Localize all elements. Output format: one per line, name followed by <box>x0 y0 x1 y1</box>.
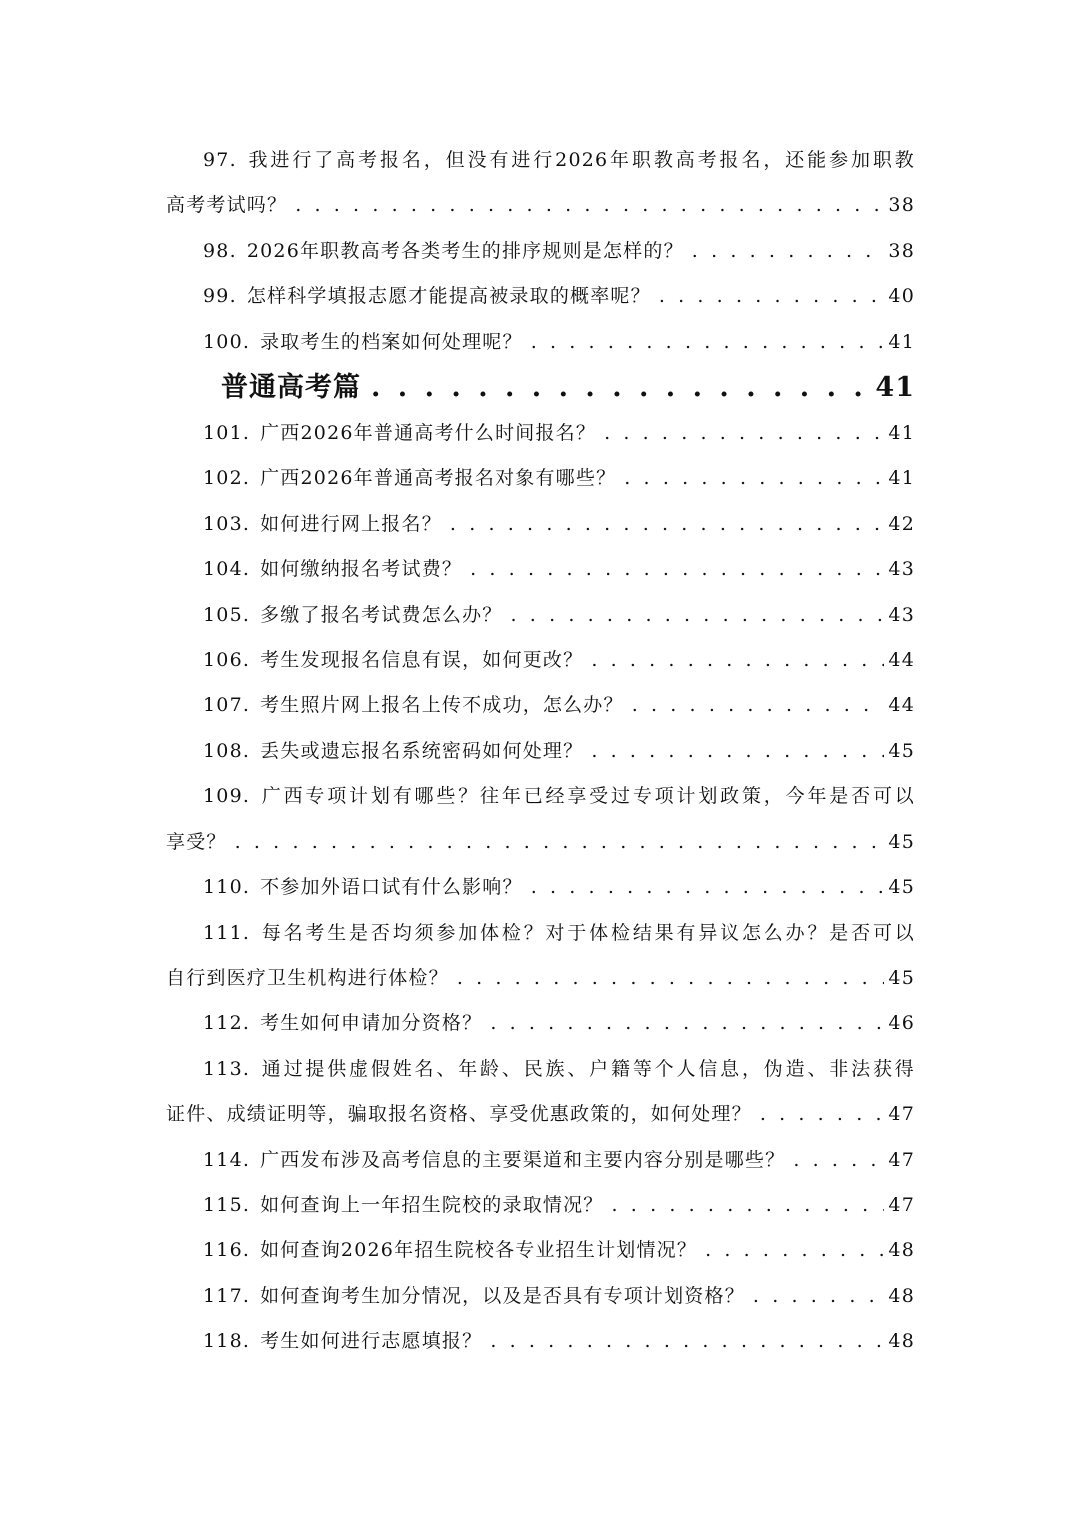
toc-entry[interactable] <box>166 547 915 592</box>
dot-leader <box>604 411 884 456</box>
toc-entry-title: 丢失或遗忘报名系统密码如何处理？ <box>260 739 584 762</box>
toc-entry-page: 40 <box>888 285 915 308</box>
dot-leader <box>632 683 885 728</box>
toc-entry-number: 114. <box>203 1148 251 1171</box>
dot-leader <box>705 1228 884 1273</box>
toc-entry[interactable] <box>166 774 915 865</box>
dot-leader <box>760 1092 885 1137</box>
dot-leader <box>295 183 884 228</box>
toc-entry-title-line1: 我进行了高考报名，但没有进行2026年职教高考报名，还能参加职教 <box>246 149 915 171</box>
toc-entry[interactable] <box>166 274 915 319</box>
toc-entry-number: 106. <box>203 649 251 672</box>
toc-entry-number: 117. <box>203 1284 251 1307</box>
toc-entry-first-line <box>166 1047 915 1092</box>
toc-entry[interactable] <box>166 1274 915 1319</box>
table-of-contents <box>166 138 915 1365</box>
toc-entry-number: 99. <box>203 285 237 308</box>
toc-entry-number: 109. <box>203 785 251 808</box>
toc-entry-page: 47 <box>888 1193 915 1216</box>
toc-entry-title: 考生如何进行志愿填报？ <box>260 1330 483 1353</box>
toc-entry-page: 41 <box>888 422 915 445</box>
section-title: 普通高考篇 <box>221 372 361 404</box>
toc-entry-title-line1: 通过提供虚假姓名、年龄、民族、户籍等个人信息，伪造、非法获得 <box>260 1057 915 1080</box>
toc-entry-page: 44 <box>888 694 915 717</box>
toc-entry-first-line <box>166 911 915 956</box>
toc-entry[interactable] <box>166 865 915 910</box>
dot-leader <box>624 456 884 501</box>
toc-entry-title: 不参加外语口试有什么影响？ <box>260 876 523 899</box>
toc-entry-title: 如何查询上一年招生院校的录取情况？ <box>260 1193 604 1216</box>
toc-entry-title: 如何缴纳报名考试费？ <box>260 558 463 581</box>
dot-leader <box>753 1274 885 1319</box>
toc-entry-page: 41 <box>888 330 915 353</box>
toc-entry-number: 97. <box>203 149 237 171</box>
dot-leader <box>692 229 885 274</box>
dot-leader <box>235 820 885 865</box>
toc-entry[interactable] <box>166 1047 915 1138</box>
toc-entry-number: 115. <box>203 1193 251 1216</box>
toc-entry-title: 如何查询考生加分情况，以及是否具有专项计划资格？ <box>260 1284 745 1307</box>
toc-entry-title: 录取考生的档案如何处理呢？ <box>260 330 523 353</box>
dot-leader <box>371 365 871 411</box>
toc-entry-page: 43 <box>888 603 915 626</box>
toc-entry-page: 44 <box>888 649 915 672</box>
dot-leader <box>591 638 884 683</box>
toc-entry-number: 104. <box>203 558 251 581</box>
toc-entry-page: 45 <box>888 830 915 853</box>
toc-entry-page: 48 <box>888 1330 915 1353</box>
dot-leader <box>531 320 885 365</box>
toc-entry[interactable] <box>166 729 915 774</box>
toc-entry[interactable] <box>166 593 915 638</box>
dot-leader <box>531 865 885 910</box>
toc-entry-number: 110. <box>203 876 251 899</box>
toc-entry[interactable] <box>166 502 915 547</box>
toc-entry[interactable] <box>166 638 915 683</box>
toc-entry[interactable] <box>166 1001 915 1046</box>
toc-entry-title: 考生照片网上报名上传不成功，怎么办？ <box>260 694 624 717</box>
toc-entry[interactable] <box>166 911 915 1002</box>
toc-entry-title: 广西2026年普通高考什么时间报名？ <box>260 422 597 445</box>
toc-entry-title-line2: 证件、成绩证明等，骗取报名资格、享受优惠政策的，如何处理？ <box>166 1103 752 1126</box>
toc-entry-page: 43 <box>888 558 915 581</box>
toc-section-heading[interactable] <box>166 365 915 411</box>
toc-entry[interactable] <box>166 683 915 728</box>
toc-entry-title: 怎样科学填报志愿才能提高被录取的概率呢？ <box>246 285 651 308</box>
toc-entry-page: 41 <box>888 467 915 490</box>
toc-entry-page: 42 <box>888 512 915 535</box>
toc-entry-page: 38 <box>888 194 915 217</box>
toc-entry-first-line <box>166 774 915 819</box>
dot-leader <box>490 1319 884 1364</box>
toc-entry-number: 116. <box>203 1239 251 1262</box>
toc-entry-page: 47 <box>888 1148 915 1171</box>
dot-leader <box>511 593 885 638</box>
dot-leader <box>612 1183 885 1228</box>
dot-leader <box>450 502 885 547</box>
toc-entry[interactable] <box>166 138 915 229</box>
dot-leader <box>793 1138 884 1183</box>
toc-entry-title: 广西2026年普通高考报名对象有哪些？ <box>260 467 617 490</box>
toc-entry-title-line2: 自行到医疗卫生机构进行体检？ <box>166 966 449 989</box>
toc-entry-page: 45 <box>888 966 915 989</box>
toc-entry[interactable] <box>166 1138 915 1183</box>
dot-leader <box>591 729 884 774</box>
toc-entry-number: 98. <box>203 239 237 262</box>
toc-entry-page: 47 <box>888 1103 915 1126</box>
toc-entry-title-line2: 高考考试吗？ <box>166 194 288 217</box>
dot-leader <box>457 956 885 1001</box>
toc-entry-number: 100. <box>203 330 251 353</box>
toc-entry-number: 118. <box>203 1330 251 1353</box>
toc-entry[interactable] <box>166 1319 915 1364</box>
toc-entry-number: 105. <box>203 603 251 626</box>
toc-entry-title: 2026年职教高考各类考生的排序规则是怎样的？ <box>246 239 684 262</box>
dot-leader <box>490 1001 884 1046</box>
toc-entry-number: 112. <box>203 1012 251 1035</box>
toc-entry-page: 48 <box>888 1239 915 1262</box>
toc-entry[interactable] <box>166 229 915 274</box>
toc-entry-title-line1: 每名考生是否均须参加体检？对于体检结果有异议怎么办？是否可以 <box>260 921 915 944</box>
toc-entry[interactable] <box>166 456 915 501</box>
toc-entry-title: 如何查询2026年招生院校各专业招生计划情况？ <box>260 1239 698 1262</box>
toc-entry-title: 广西发布涉及高考信息的主要渠道和主要内容分别是哪些？ <box>260 1148 786 1171</box>
toc-entry-number: 111. <box>203 921 251 944</box>
toc-entry-title: 考生发现报名信息有误，如何更改？ <box>260 649 584 672</box>
toc-entry-number: 103. <box>203 512 251 535</box>
toc-entry-title-line1: 广西专项计划有哪些？往年已经享受过专项计划政策，今年是否可以 <box>260 785 915 808</box>
toc-entry[interactable] <box>166 1183 915 1228</box>
toc-entry-page: 38 <box>888 239 915 262</box>
toc-entry-title-line2: 享受？ <box>166 830 227 853</box>
toc-entry-number: 113. <box>203 1057 251 1080</box>
toc-entry-number: 107. <box>203 694 251 717</box>
toc-entry-number: 102. <box>203 467 251 490</box>
toc-entry[interactable] <box>166 411 915 456</box>
dot-leader <box>470 547 884 592</box>
toc-entry-title: 多缴了报名考试费怎么办？ <box>260 603 503 626</box>
toc-entry-first-line <box>166 138 915 183</box>
toc-entry[interactable] <box>166 1228 915 1273</box>
toc-entry-page: 46 <box>888 1012 915 1035</box>
toc-entry-page: 48 <box>888 1284 915 1307</box>
toc-entry-title: 如何进行网上报名？ <box>260 512 442 535</box>
toc-entry-number: 108. <box>203 739 251 762</box>
toc-entry-number: 101. <box>203 422 251 445</box>
toc-entry-title: 考生如何申请加分资格？ <box>260 1012 483 1035</box>
section-page: 41 <box>875 372 915 404</box>
toc-entry-page: 45 <box>888 876 915 899</box>
toc-entry-page: 45 <box>888 739 915 762</box>
toc-entry[interactable] <box>166 320 915 365</box>
dot-leader <box>659 274 885 319</box>
